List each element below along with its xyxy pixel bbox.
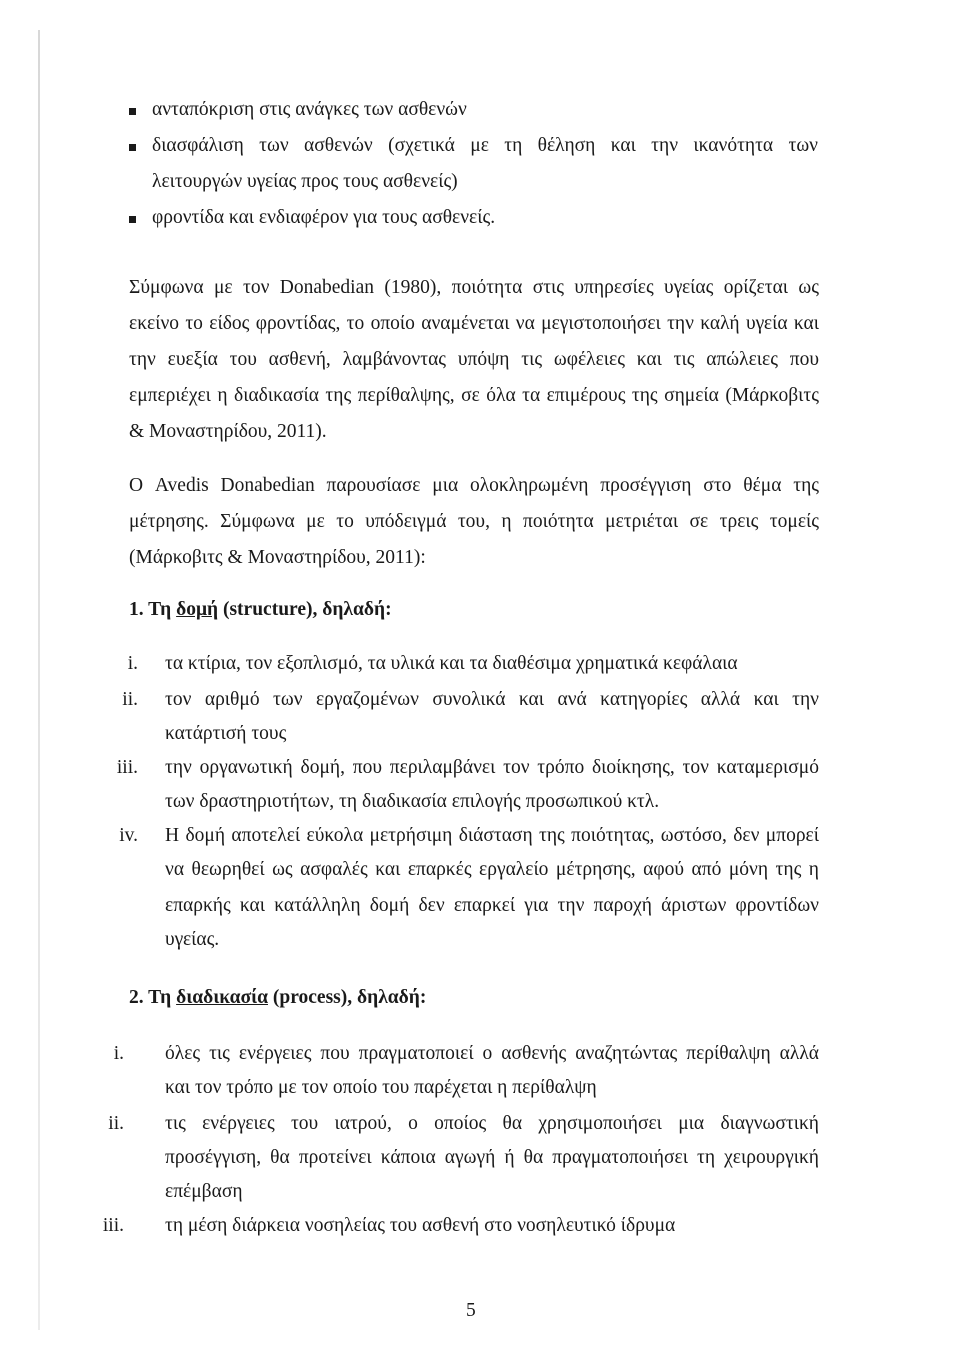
list-item-text: όλες τις ενέργειες που πραγματοποιεί ο ασθενής αναζητώντας περίθαλψη αλλά: [165, 1043, 819, 1064]
bullet-text: διασφάλιση των ασθενών (σχετικά με τη θέληση και την ικανότητα των: [152, 135, 818, 156]
list-numeral: iii.: [102, 1215, 124, 1236]
list-numeral: iv.: [119, 825, 138, 846]
list-item-text: την οργανωτική δομή, που περιλαμβάνει τον τρόπο διοίκησης, τον καταμερισμό: [165, 757, 819, 778]
list-item-text: Η δομή αποτελεί εύκολα μετρήσιμη διάσταση της ποιότητας, ωστόσο, δεν μπορεί: [165, 825, 819, 846]
paragraph-line: Ο Avedis Donabedian παρουσίασε μια ολοκληρωμένη προσέγγιση στο θέμα της: [129, 475, 819, 496]
heading-suffix: (structure), δηλαδή:: [218, 599, 392, 620]
paragraph-line: μέτρησης. Σύμφωνα με το υπόδειγμά του, η ποιότητα μετριέται σε τρεις τομείς: [129, 511, 819, 532]
list-item-text: τα κτίρια, τον εξοπλισμό, τα υλικά και τα διαθέσιμα χρηματικά κεφάλαια: [165, 653, 738, 674]
page-number: 5: [466, 1300, 476, 1321]
list-item-text: τον αριθμό των εργαζομένων συνολικά και ανά κατηγορίες αλλά και την: [165, 689, 819, 710]
list-item-text: και τον τρόπο με τον οποίο του παρέχεται η περίθαλψη: [165, 1077, 597, 1098]
bullet-marker: [129, 144, 136, 151]
scan-edge-shadow: [38, 30, 40, 1330]
list-item-text: προσέγγιση, θα προτείνει κάποια αγωγή ή θα πραγματοποιήσει τη χειρουργική: [165, 1147, 819, 1168]
bullet-marker: [129, 108, 136, 115]
heading-keyword: διαδικασία: [176, 987, 268, 1008]
list-item-text: τις ενέργειες του ιατρού, ο οποίος θα χρησιμοποιήσει μια διαγνωστική: [165, 1113, 819, 1134]
bullet-marker: [129, 216, 136, 223]
heading-keyword: δομή: [176, 599, 219, 620]
list-item-text: των δραστηριοτήτων, τη διαδικασία επιλογής προσωπικού κτλ.: [165, 791, 660, 812]
list-numeral: iii.: [116, 757, 138, 778]
list-item-text: τη μέση διάρκεια νοσηλείας του ασθενή στο νοσηλευτικό ίδρυμα: [165, 1215, 676, 1236]
list-numeral: i.: [113, 1043, 124, 1064]
bullet-text: ανταπόκριση στις ανάγκες των ασθενών: [152, 99, 467, 120]
paragraph-line: εκείνο το είδος φροντίδας, το οποίο αναμένεται να μεγιστοποιήσει την καλή υγεία και: [129, 313, 819, 334]
paragraph-line: Σύμφωνα με τον Donabedian (1980), ποιότητα στις υπηρεσίες υγείας ορίζεται ως: [129, 277, 819, 298]
list-numeral: i.: [127, 653, 138, 674]
bullet-text-continuation: λειτουργών υγείας προς τους ασθενείς): [152, 171, 458, 192]
list-item-text: επέμβαση: [165, 1181, 243, 1202]
list-item-text: να θεωρηθεί ως ασφαλές και επαρκές εργαλείο μέτρησης, αφού από μόνη της η: [165, 859, 819, 880]
paragraph-line: εμπεριέχει η διαδικασία της περίθαλψης, σε όλα τα επιμέρους της σημεία (Μάρκοβιτς: [129, 385, 819, 406]
bullet-text: φροντίδα και ενδιαφέρον για τους ασθενείς.: [152, 207, 496, 228]
list-item-text: υγείας.: [165, 929, 220, 950]
heading-prefix: 2. Τη: [129, 987, 177, 1008]
paragraph-line: & Μοναστηρίδου, 2011).: [129, 421, 327, 442]
paragraph-line: την ευεξία του ασθενή, λαμβάνοντας υπόψη τις ωφέλειες και τις απώλειες που: [129, 349, 819, 370]
list-item-text: επαρκής και κατάλληλη δομή δεν επαρκεί για την παροχή άριστων φροντίδων: [165, 895, 819, 916]
heading-suffix: (process), δηλαδή:: [268, 987, 427, 1008]
list-item-text: κατάρτισή τους: [165, 723, 287, 744]
section-heading-structure: [129, 598, 392, 622]
paragraph-line: (Μάρκοβιτς & Μοναστηρίδου, 2011):: [129, 547, 426, 568]
list-numeral: ii.: [122, 689, 138, 710]
section-heading-process: [129, 986, 426, 1010]
list-numeral: ii.: [108, 1113, 124, 1134]
heading-prefix: 1. Τη: [129, 599, 177, 620]
